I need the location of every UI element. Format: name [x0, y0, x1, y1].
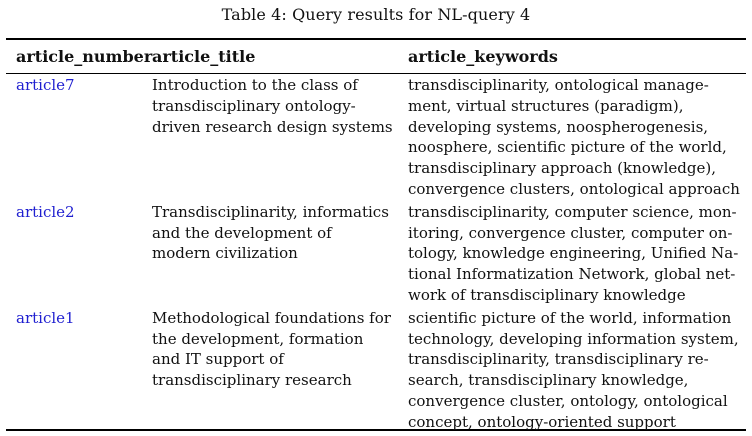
table-row	[6, 73, 746, 200]
article-number-cell: article2	[16, 202, 75, 221]
column-header-article-keywords: article_keywords	[408, 46, 558, 66]
article-title-cell: Introduction to the class of transdisciplinary ontology-driven research design systems	[152, 76, 393, 136]
column-header-article-title: article_title	[152, 46, 256, 66]
table-header-row	[6, 40, 746, 73]
article-keywords-cell: scientific picture of the world, information technology, developing information system, transdisciplinarity, transdisciplinary research, transdisciplinary knowledge, convergence cluster, ontology, ontological concept, ontology-oriented support	[408, 308, 739, 431]
article-keywords-cell: transdisciplinarity, ontological management, virtual structures (paradigm), developing systems, noospherogenesis, noosphere, scientific picture of the world, transdisciplinary approach (knowledge), convergence clusters, ontological approach	[408, 76, 740, 198]
table-row	[6, 306, 746, 433]
column-header-article-number: article_number	[16, 46, 153, 66]
results-table	[6, 40, 746, 433]
article-number-cell: article1	[16, 308, 75, 327]
article-keywords-cell: transdisciplinarity, computer science, monitoring, convergence cluster, computer ontology, knowledge engineering, Unified National Informatization Network, global network of transdisciplinary knowledge	[408, 202, 739, 304]
article-number-cell: article7	[16, 76, 75, 94]
table-row	[6, 200, 746, 306]
article-title-cell: Transdisciplinarity, informatics and the development of modern civilization	[152, 202, 389, 263]
table-caption: Table 4: Query results for NL-query 4	[221, 5, 531, 24]
article-title-cell: Methodological foundations for the development, formation and IT support of transdisciplinary research	[152, 308, 391, 390]
